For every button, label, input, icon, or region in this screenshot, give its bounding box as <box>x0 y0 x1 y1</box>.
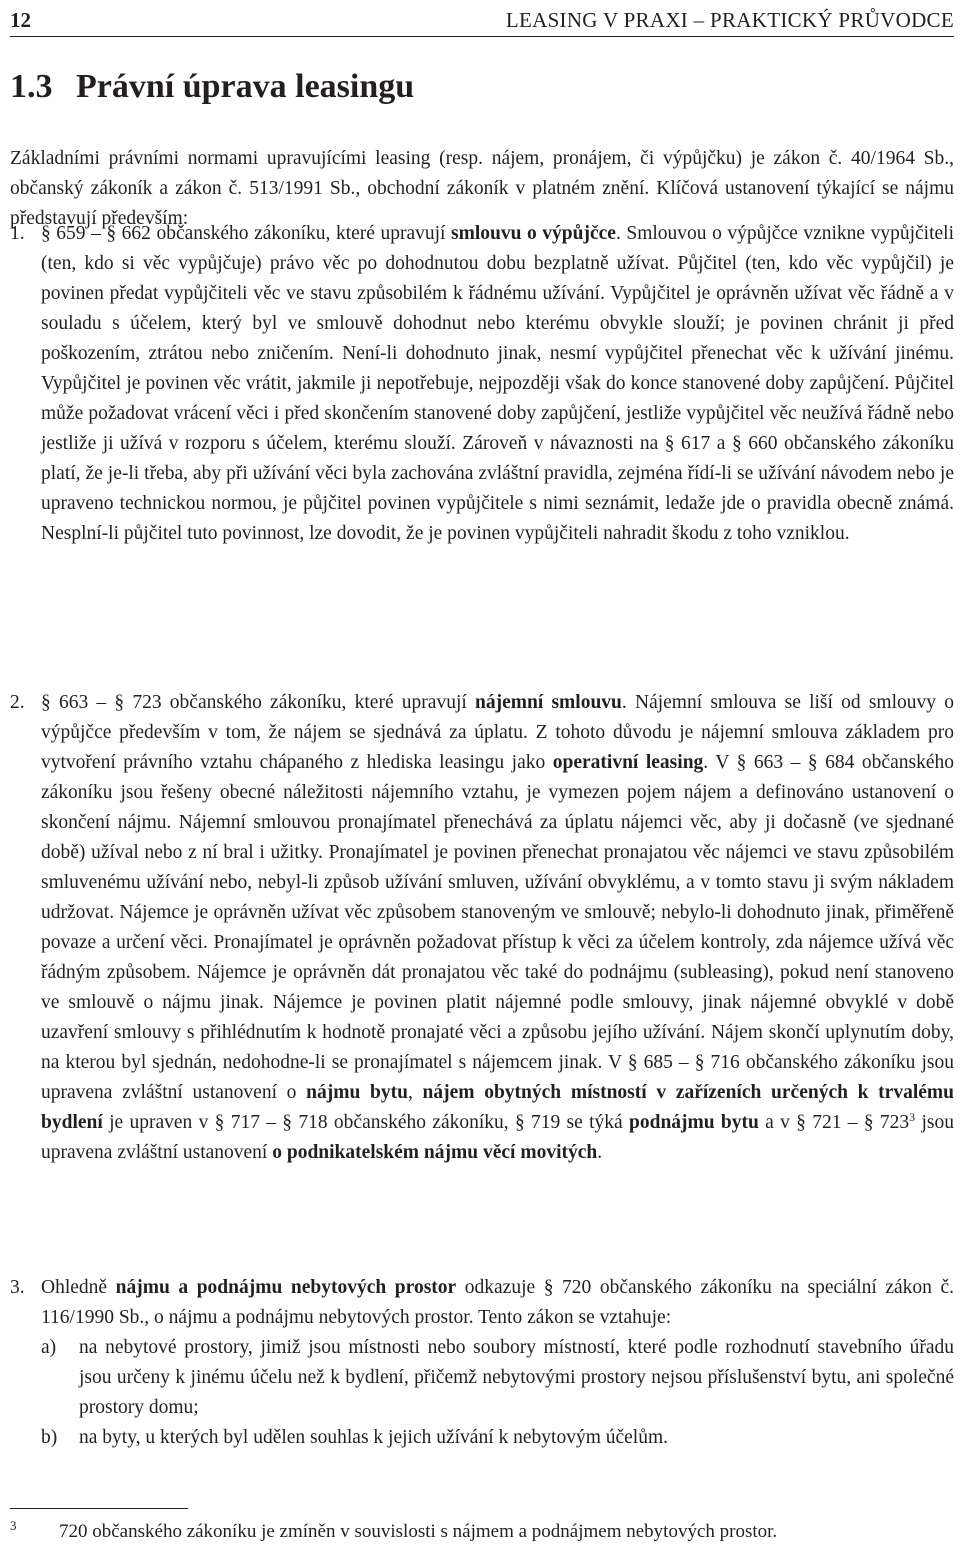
bold-term: podnájmu bytu <box>629 1112 759 1133</box>
footnote <box>10 1519 954 1545</box>
footnote-text: 720 občanského zákoníku je zmíněn v souvislosti s nájmem a podnájmem nebytových prostor. <box>59 1521 778 1542</box>
bold-term: o podnikatelském nájmu věcí movitých <box>272 1142 598 1163</box>
intro-paragraph: Základními právními normami upravujícími leasing (resp. nájem, pronájem, či výpůjčku) je zákon č. 40/1964 Sb., občanský zákoník a zákon č. 513/1991 Sb., obchodní zákoník v platném znění. Klíčová ustanovení týkající se nájmu představují především: <box>10 148 954 229</box>
list-item-2 <box>10 688 954 1168</box>
text-run: § 659 – § 662 občanského zákoníku, které upravují <box>41 223 452 244</box>
list-item-text <box>41 1273 954 1333</box>
list-item-number: 2. <box>10 692 25 713</box>
bold-term: nájmu a podnájmu nebytových prostor <box>115 1277 457 1298</box>
list-item-number: 1. <box>10 223 25 244</box>
sub-item-text: na byty, u kterých byl udělen souhlas k jejich užívání k nebytovým účelům. <box>79 1427 669 1448</box>
text-run: je upraven v § 717 – § 718 občanského zákoníku, § 719 se týká <box>102 1112 629 1133</box>
bold-term: smlouvu o výpůjčce <box>451 223 616 244</box>
text-run: . <box>597 1142 603 1163</box>
text-run: a v § 721 – § 723 <box>758 1112 910 1133</box>
list-item-text <box>41 688 954 1168</box>
text-run: . Nájemní smlouva se liší od smlouvy o výpůjčce především v tom, že nájem se sjednává za úplatu. Z tohoto důvodu je nájemní smlouva základem pro vytvoření právního vztahu chápaného z hlediska leasingu jako <box>41 692 954 773</box>
text-run: . Smlouvou o výpůjčce vznikne vypůjčiteli (ten, kdo si věc vypůjčuje) právo věc po dohodnutou dobu bezplatně užívat. Půjčitel (ten, kdo věc vypůjčil) je povinen předat vypůjčiteli věc ve stavu způsobilém k řádnému užívání. Vypůjčitel je oprávněn užívat věc řádně a v souladu s účelem, který byl ve smlouvě dohodnut nebo kterému obvykle slouží; je povinen chránit ji před poškozením, ztrátou nebo zničením. Není-li dohodnuto jinak, nesmí vypůjčitel přenechat věc k užívání jinému. Vypůjčitel je povinen věc vrátit, jakmile ji nepotřebuje, nejpozději však do konce stanovené doby zapůjčení. Půjčitel může požadovat vrácení věci i před skončením stanovené doby zapůjčení, jestliže vypůjčitel věc neužívá řádně nebo jestliže ji užívá v rozporu s účelem, kterému slouží. Zároveň v návaznosti na § 617 a § 660 občanského zákoníku platí, že je-li třeba, aby při užívání věci byla zachována zvláštní pravidla, zejména řídí-li se užívání návodem nebo je upraveno technickou normou, je půjčitel povinen vypůjčitele s nimi seznámit, ledaže jde o pravidla obecně známá. Nesplní-li půjčitel tuto povinnost, lze dovodit, že je povinen vypůjčiteli nahradit škodu z toho vzniklou. <box>41 223 954 544</box>
sub-item-a <box>41 1333 954 1423</box>
text-run: jsou upravena zvláštní ustanovení <box>41 1112 954 1163</box>
section-number: 1.3 <box>10 68 53 105</box>
bold-term: nájemní smlouvu <box>475 692 622 713</box>
page-header <box>10 4 954 37</box>
footnote-reference[interactable]: 3 <box>909 1110 916 1124</box>
text-run: , <box>407 1082 423 1103</box>
page-number: 12 <box>10 8 31 32</box>
list-item-1 <box>10 219 954 549</box>
footnote-divider <box>10 1508 188 1509</box>
sub-item-b <box>41 1423 954 1453</box>
bold-term: operativní leasing <box>552 752 704 773</box>
bold-term: nájem obytných místností v zařízeních určených k trvalému bydlení <box>41 1082 954 1133</box>
sub-item-label: a) <box>41 1337 57 1358</box>
text-run: odkazuje § 720 občanského zákoníku na speciální zákon č. 116/1990 Sb., o nájmu a podnájmu nebytových prostor. Tento zákon se vztahuje: <box>41 1277 955 1328</box>
section-title-text: Právní úprava leasingu <box>76 68 415 105</box>
section-title <box>10 64 414 110</box>
text-run: Ohledně <box>41 1277 116 1298</box>
running-head: LEASING V PRAXI – PRAKTICKÝ PRŮVODCE <box>505 8 954 32</box>
list-item-number: 3. <box>10 1277 25 1298</box>
list-item-3 <box>10 1273 954 1453</box>
sub-item-label: b) <box>41 1427 58 1448</box>
text-run: . V § 663 – § 684 občanského zákoníku jsou řešeny obecné náležitosti nájemního vztahu, je vymezen pojem nájem a definováno ustanovení o skončení nájmu. Nájemní smlouvou pronajímatel přenechává za úplatu nájemci věc, aby ji dočasně (ve sjednané době) užíval nebo z ní bral i užitky. Pronajímatel je povinen přenechat pronajatou věc nájemci ve stavu způsobilém smluvenému užívání nebo, nebyl-li způsob užívání smluven, užívání obvyklému, a v tomto stavu ji svým nákladem udržovat. Nájemce je oprávněn užívat věc způsobem stanoveným ve smlouvě; nebylo-li dohodnuto jinak, přiměřeně povaze a určení věci. Pronajímatel je oprávněn požadovat přístup k věci za účelem kontroly, zda nájemce užívá věc řádným způsobem. Nájemce je oprávněn dát pronajatou věc také do podnájmu (subleasing), pokud není stanoveno ve smlouvě o nájmu jinak. Nájemce je povinen platit nájemné podle smlouvy, jinak nájemné obvyklé v době uzavření smlouvy s přihlédnutím k hodnotě pronajaté věci a způsobu jejího užívání. Nájem skončí uplynutím doby, na kterou byl sjednán, nedohodne-li se pronajímatel s nájemcem jinak. V § 685 – § 716 občanského zákoníku jsou upravena zvláštní ustanovení o <box>41 752 954 1103</box>
text-run: § 663 – § 723 občanského zákoníku, které upravují <box>41 692 475 713</box>
list-item-text <box>41 219 954 549</box>
bold-term: nájmu bytu <box>306 1082 408 1103</box>
sub-item-text: na nebytové prostory, jimiž jsou místnosti nebo soubory místností, které podle rozhodnutí stavebního úřadu jsou určeny k jinému účelu než k bydlení, přičemž nebytovými prostory nejsou příslušenství bytu, ani společné prostory domu; <box>79 1337 954 1418</box>
footnote-mark: 3 <box>10 1518 17 1533</box>
